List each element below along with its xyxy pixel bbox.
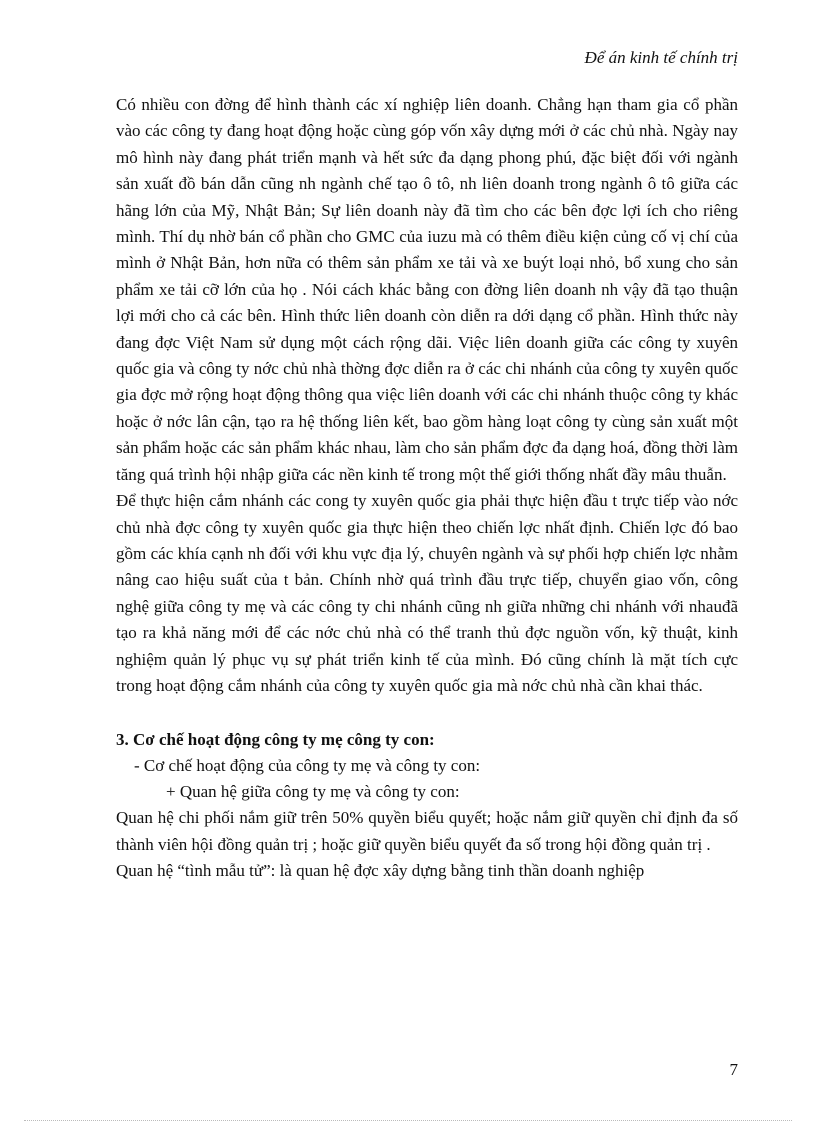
paragraph-branching-strategy: Để thực hiện cắm nhánh các cong ty xuyên quốc gia phải thực hiện đầu t trực tiếp vào nớc chủ nhà đợc công ty xuyên quốc gia thực hiện theo chiến lợc nhất định. Chiến lợc đó bao gồm các khía cạnh nh đối với khu vực địa lý, chuyên ngành và sự phối hợp chiến lợc nhằm nâng cao hiệu suất của t bản. Chính nhờ quá trình đầu trực tiếp, chuyển giao vốn, công nghệ giữa công ty mẹ và các công ty chi nhánh cũng nh giữa những chi nhánh với nhauđã tạo ra khả năng mới để các nớc chủ nhà có thể tranh thủ đợc nguồn vốn, kỹ thuật, kinh nghiệm quản lý phục vụ sự phát triển kinh tế của mình. Đó cũng chính là mặt tích cực trong hoạt động cắm nhánh của công ty xuyên quốc gia mà nớc chủ nhà cần khai thác. [116,491,738,695]
footer-divider [24,1120,792,1121]
paragraph-joint-venture-forms: Có nhiều con đờng để hình thành các xí nghiệp liên doanh. Chẳng hạn tham gia cổ phần vào các công ty đang hoạt động hoặc cùng góp vốn xây dựng mới ở các chủ nhà. Ngày nay mô hình này đang phát triển mạnh và hết sức đa dạng phong phú, đặc biệt đối với ngành sản xuất đồ bán dẫn cũng nh ngành chế tạo ô tô, nh liên doanh trong ngành ô tô giữa các hãng lớn của Mỹ, Nhật Bản; Sự liên doanh này đã tìm cho các bên đợc lợi ích cho riêng mình. Thí dụ nhờ bán cổ phần cho GMC của iuzu mà có thêm điều kiện củng cố vị chí của mình ở Nhật Bản, hơn nữa có thêm sản phẩm xe tải và xe buýt loại nhỏ, bổ xung cho sản phẩm xe tải cỡ lớn của họ . Nói cách khác bằng con đờng liên doanh nh vậy đã tạo thuận lợi mới cho cả các bên. Hình thức liên doanh còn diễn ra dới dạng cổ phần. Hình thức này đang đợc Việt Nam sử dụng một cách rộng dãi. Việc liên doanh giữa các công ty xuyên quốc gia và công ty nớc chủ nhà thờng đợc diễn ra ở các chi nhánh của công ty xuyên quốc gia đợc mở rộng hoạt động thông qua việc liên doanh với các chi nhánh thuộc công ty khác hoặc ở nớc lân cận, tạo ra hệ thống liên kết, bao gồm hàng loạt công ty cùng sản xuất một sản phẩm hoặc các sản phẩm khác nhau, làm cho sản phẩm đợc đa dạng hoá, đồng thời làm tăng quá trình hội nhập giữa các nền kinh tế trong một thế giới thống nhất đầy mâu thuẫn. [116,95,738,484]
section-heading: 3. Cơ chế hoạt động công ty mẹ công ty con: [116,730,435,750]
sub-item-relationship: + Quan hệ giữa công ty mẹ và công ty con: [166,782,460,802]
page-header: Để án kinh tế chính trị [584,48,738,67]
page-number: 7 [729,1060,738,1079]
sub-item-mechanism: - Cơ chế hoạt động của công ty mẹ và công ty con: [134,756,481,776]
paragraph-parent-child-relationship: Quan hệ “tình mẫu tử”: là quan hệ đợc xây dựng bằng tinh thần doanh nghiệp [116,861,645,881]
paragraph-control-relationship: Quan hệ chi phối nắm giữ trên 50% quyền biểu quyết; hoặc nắm giữ quyền chỉ định đa số thành viên hội đồng quản trị ; hoặc giữ quyền biểu quyết đa số trong hội đồng quản trị . [116,808,738,854]
document-body [116,92,738,885]
